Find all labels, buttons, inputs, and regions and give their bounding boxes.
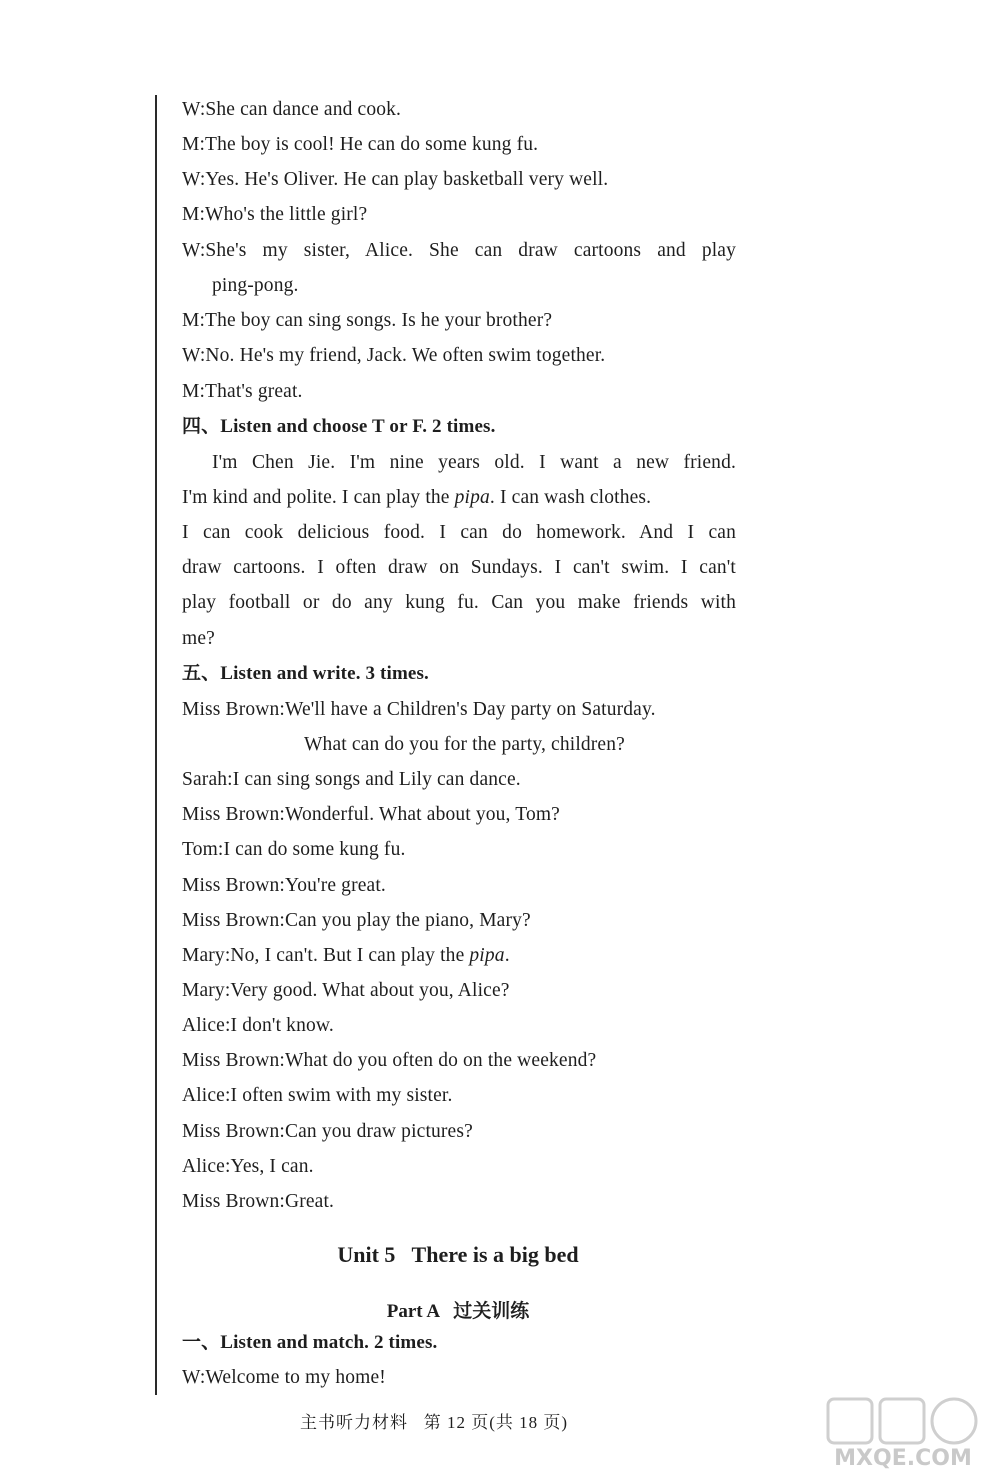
page-footer: 主书听力材料 第 12 页(共 18 页): [300, 1413, 569, 1432]
margin-rule: [155, 95, 157, 1395]
dialogue-line: Miss Brown:You're great.: [182, 875, 386, 896]
dialogue-line: Alice:Yes, I can.: [182, 1156, 314, 1177]
passage-line: I can cook delicious food. I can do homework. And I can: [182, 522, 736, 543]
dialogue-line: W:She can dance and cook.: [182, 99, 402, 120]
dialogue-line: Mary:No, I can't. But I can play the pipa.: [182, 945, 510, 966]
dialogue-line: Alice:I often swim with my sister.: [182, 1085, 453, 1106]
dialogue-line: Alice:I don't know.: [182, 1015, 334, 1036]
dialogue-line: Sarah:I can sing songs and Lily can dance.: [182, 769, 521, 790]
dialogue-line: Tom:I can do some kung fu.: [182, 839, 406, 860]
dialogue-line: W:Yes. He's Oliver. He can play basketball very well.: [182, 169, 609, 190]
dialogue-line: M:The boy is cool! He can do some kung fu.: [182, 134, 539, 155]
dialogue-line: Miss Brown:We'll have a Children's Day party on Saturday.: [182, 699, 656, 720]
section-1-heading: 一、Listen and match. 2 times.: [182, 1332, 438, 1353]
passage-line: I'm Chen Jie. I'm nine years old. I want a new friend.: [212, 452, 736, 473]
dialogue-line: Miss Brown:Wonderful. What about you, Tom?: [182, 804, 560, 825]
dialogue-line: W:Welcome to my home!: [182, 1367, 386, 1388]
dialogue-line: M:The boy can sing songs. Is he your brother?: [182, 310, 553, 331]
watermark-text: MXQE.COM: [834, 1446, 972, 1471]
passage-line: I'm kind and polite. I can play the pipa. I can wash clothes.: [182, 487, 652, 508]
unit-title: Unit 5 There is a big bed: [337, 1242, 579, 1267]
dialogue-line: Miss Brown:Can you play the piano, Mary?: [182, 910, 531, 931]
dialogue-line: Miss Brown:Great.: [182, 1191, 335, 1212]
dialogue-line: W:No. He's my friend, Jack. We often swim together.: [182, 345, 606, 366]
dialogue-line: Mary:Very good. What about you, Alice?: [182, 980, 510, 1001]
passage-line: play football or do any kung fu. Can you make friends with: [182, 592, 736, 613]
dialogue-line: Miss Brown:Can you draw pictures?: [182, 1121, 473, 1142]
dialogue-line: W:She's my sister, Alice. She can draw cartoons and play: [182, 240, 736, 261]
passage-line: draw cartoons. I often draw on Sundays. I can't swim. I can't: [182, 557, 736, 578]
passage-line: me?: [182, 628, 215, 649]
dialogue-line: M:Who's the little girl?: [182, 204, 368, 225]
watermark-logo: [818, 1395, 988, 1471]
section-4-heading: 四、Listen and choose T or F. 2 times.: [182, 416, 496, 437]
dialogue-line-continued: What can do you for the party, children?: [304, 734, 625, 755]
section-5-heading: 五、Listen and write. 3 times.: [182, 663, 429, 684]
dialogue-line-continued: ping-pong.: [212, 275, 299, 296]
dialogue-line: Miss Brown:What do you often do on the weekend?: [182, 1050, 597, 1071]
part-title: Part A 过关训练: [386, 1301, 530, 1322]
dialogue-line: M:That's great.: [182, 381, 303, 402]
